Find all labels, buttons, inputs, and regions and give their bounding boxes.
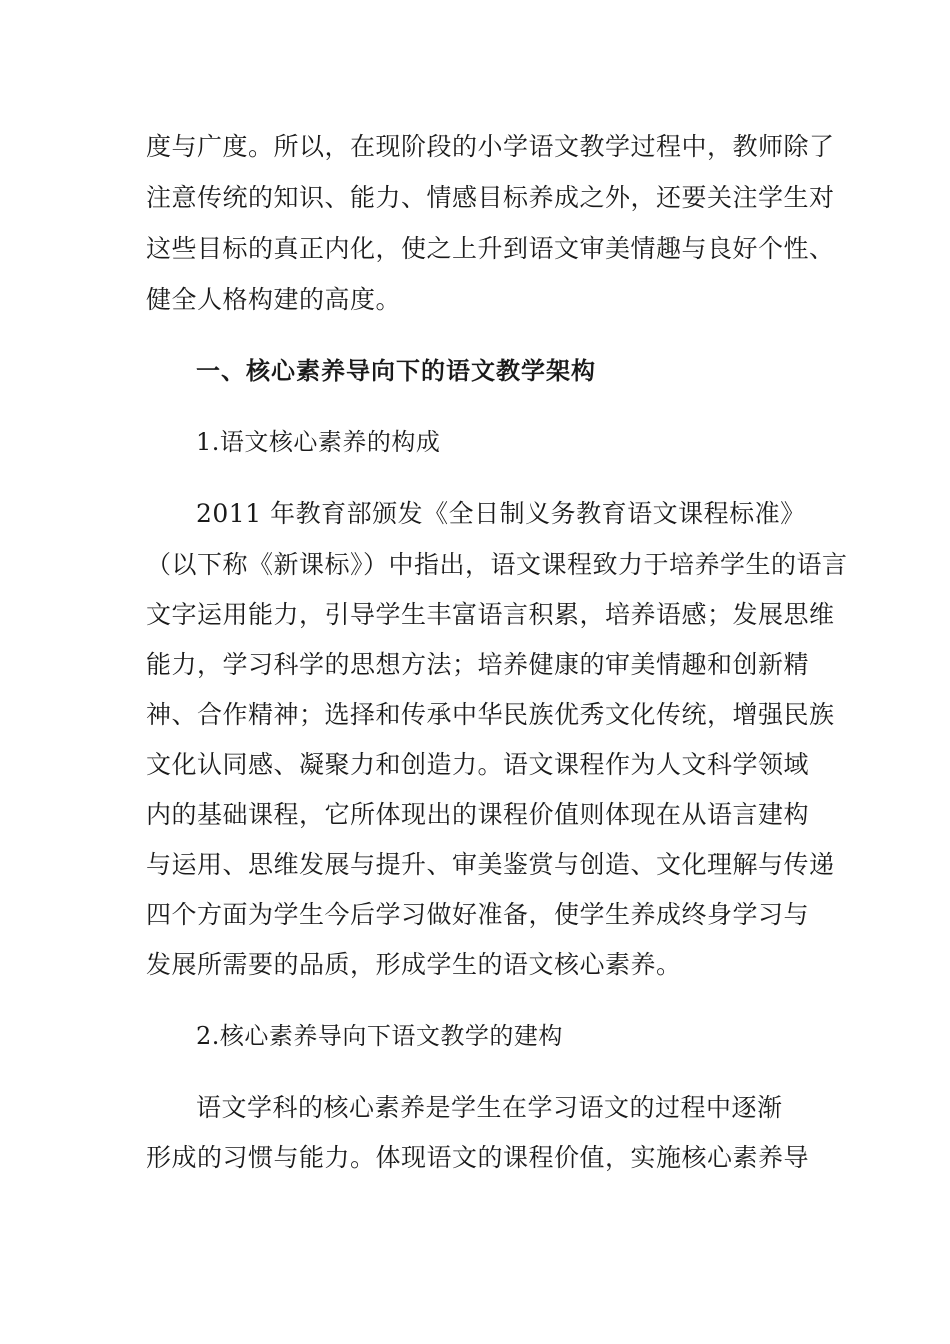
paragraph-2-line-2: 形成的习惯与能力。体现语文的课程价值，实施核心素养导 — [146, 1143, 810, 1172]
paragraph-1-line-6: 文化认同感、凝聚力和创造力。语文课程作为人文科学领域 — [146, 750, 810, 779]
paragraph-1-line-9: 四个方面为学生今后学习做好准备，使学生养成终身学习与 — [146, 900, 810, 929]
section-heading: 一、核心素养导向下的语文教学架构 — [196, 357, 596, 385]
paragraph-1-line-4: 能力，学习科学的思想方法；培养健康的审美情趣和创新精 — [146, 650, 810, 679]
paragraph-1-line-2: （以下称《新课标》）中指出，语文课程致力于培养学生的语言 — [146, 550, 848, 579]
paragraph-1-line-3: 文字运用能力，引导学生丰富语言积累，培养语感；发展思维 — [146, 600, 835, 629]
paragraph-1-line-5: 神、合作精神；选择和传承中华民族优秀文化传统，增强民族 — [146, 700, 835, 729]
subheading-1: 1.语文核心素养的构成 — [196, 428, 441, 456]
paragraph-intro-line-1: 度与广度。所以，在现阶段的小学语文教学过程中，教师除了 — [146, 132, 835, 161]
paragraph-1-line-8: 与运用、思维发展与提升、审美鉴赏与创造、文化理解与传递 — [146, 850, 835, 879]
subheading-2: 2.核心素养导向下语文教学的建构 — [196, 1022, 563, 1050]
paragraph-2-line-1: 语文学科的核心素养是学生在学习语文的过程中逐渐 — [196, 1093, 783, 1122]
paragraph-intro-line-2: 注意传统的知识、能力、情感目标养成之外，还要关注学生对 — [146, 183, 835, 212]
paragraph-1-line-7: 内的基础课程，它所体现出的课程价值则体现在从语言建构 — [146, 800, 810, 829]
paragraph-intro-line-3: 这些目标的真正内化，使之上升到语文审美情趣与良好个性、 — [146, 234, 835, 263]
paragraph-intro-line-4: 健全人格构建的高度。 — [146, 285, 402, 314]
paragraph-1-line-1: 2011 年教育部颁发《全日制义务教育语文课程标准》 — [196, 499, 806, 528]
paragraph-1-line-10: 发展所需要的品质，形成学生的语文核心素养。 — [146, 950, 682, 979]
